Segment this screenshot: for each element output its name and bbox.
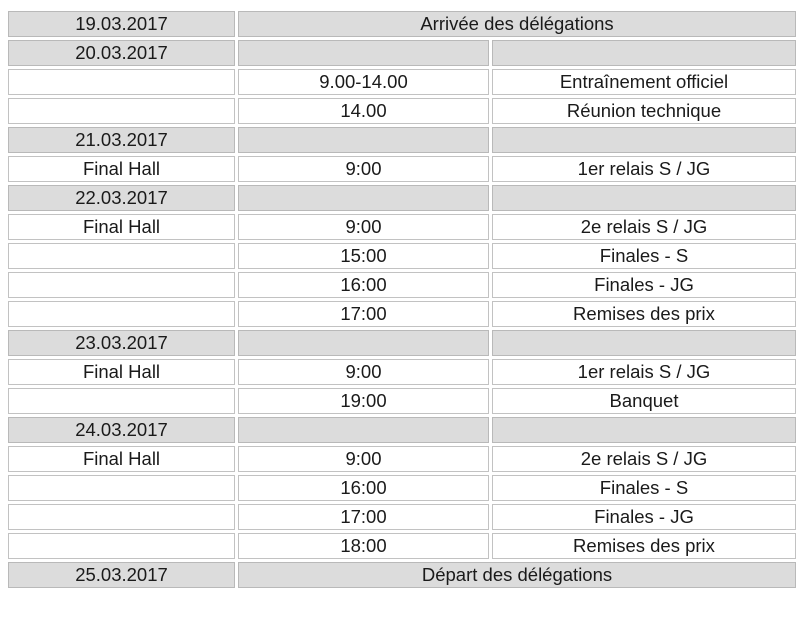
event-row (8, 301, 796, 327)
event-cell: Finales - S (492, 243, 796, 269)
empty-cell (238, 185, 489, 211)
empty-cell (238, 417, 489, 443)
venue-cell (8, 301, 235, 327)
venue-cell (8, 69, 235, 95)
empty-cell (492, 417, 796, 443)
date-row (8, 11, 796, 37)
event-cell: Finales - S (492, 475, 796, 501)
event-row (8, 533, 796, 559)
event-cell: Finales - JG (492, 504, 796, 530)
time-cell: 15:00 (238, 243, 489, 269)
event-cell: Entraînement officiel (492, 69, 796, 95)
empty-cell (238, 330, 489, 356)
venue-cell (8, 388, 235, 414)
venue-cell (8, 504, 235, 530)
event-cell: Remises des prix (492, 533, 796, 559)
event-row (8, 504, 796, 530)
empty-cell (238, 127, 489, 153)
date-row (8, 185, 796, 211)
event-row (8, 359, 796, 385)
date-cell: 22.03.2017 (8, 185, 235, 211)
venue-cell: Final Hall (8, 446, 235, 472)
event-row (8, 388, 796, 414)
event-cell: 2e relais S / JG (492, 446, 796, 472)
announcement-cell: Départ des délégations (238, 562, 796, 588)
time-cell: 9.00-14.00 (238, 69, 489, 95)
time-cell: 19:00 (238, 388, 489, 414)
venue-cell: Final Hall (8, 214, 235, 240)
date-cell: 23.03.2017 (8, 330, 235, 356)
date-cell: 25.03.2017 (8, 562, 235, 588)
time-cell: 17:00 (238, 301, 489, 327)
event-row (8, 243, 796, 269)
venue-cell (8, 272, 235, 298)
venue-cell (8, 475, 235, 501)
event-cell: 2e relais S / JG (492, 214, 796, 240)
time-cell: 9:00 (238, 359, 489, 385)
event-row (8, 475, 796, 501)
empty-cell (492, 330, 796, 356)
empty-cell (492, 40, 796, 66)
time-cell: 16:00 (238, 475, 489, 501)
schedule-table (5, 8, 799, 591)
time-cell: 16:00 (238, 272, 489, 298)
event-cell: 1er relais S / JG (492, 156, 796, 182)
event-cell: Banquet (492, 388, 796, 414)
date-row (8, 40, 796, 66)
date-cell: 20.03.2017 (8, 40, 235, 66)
event-row (8, 98, 796, 124)
event-row (8, 156, 796, 182)
empty-cell (492, 185, 796, 211)
time-cell: 9:00 (238, 156, 489, 182)
date-cell: 21.03.2017 (8, 127, 235, 153)
date-cell: 19.03.2017 (8, 11, 235, 37)
date-row (8, 417, 796, 443)
event-row (8, 214, 796, 240)
event-cell: Remises des prix (492, 301, 796, 327)
empty-cell (238, 40, 489, 66)
time-cell: 18:00 (238, 533, 489, 559)
event-row (8, 272, 796, 298)
date-row (8, 127, 796, 153)
time-cell: 9:00 (238, 214, 489, 240)
date-row (8, 562, 796, 588)
date-cell: 24.03.2017 (8, 417, 235, 443)
time-cell: 14.00 (238, 98, 489, 124)
empty-cell (492, 127, 796, 153)
time-cell: 17:00 (238, 504, 489, 530)
venue-cell (8, 98, 235, 124)
time-cell: 9:00 (238, 446, 489, 472)
event-cell: 1er relais S / JG (492, 359, 796, 385)
venue-cell: Final Hall (8, 359, 235, 385)
announcement-cell: Arrivée des délégations (238, 11, 796, 37)
event-cell: Finales - JG (492, 272, 796, 298)
event-row (8, 69, 796, 95)
event-cell: Réunion technique (492, 98, 796, 124)
schedule-body (8, 11, 796, 588)
date-row (8, 330, 796, 356)
event-row (8, 446, 796, 472)
venue-cell: Final Hall (8, 156, 235, 182)
venue-cell (8, 533, 235, 559)
venue-cell (8, 243, 235, 269)
